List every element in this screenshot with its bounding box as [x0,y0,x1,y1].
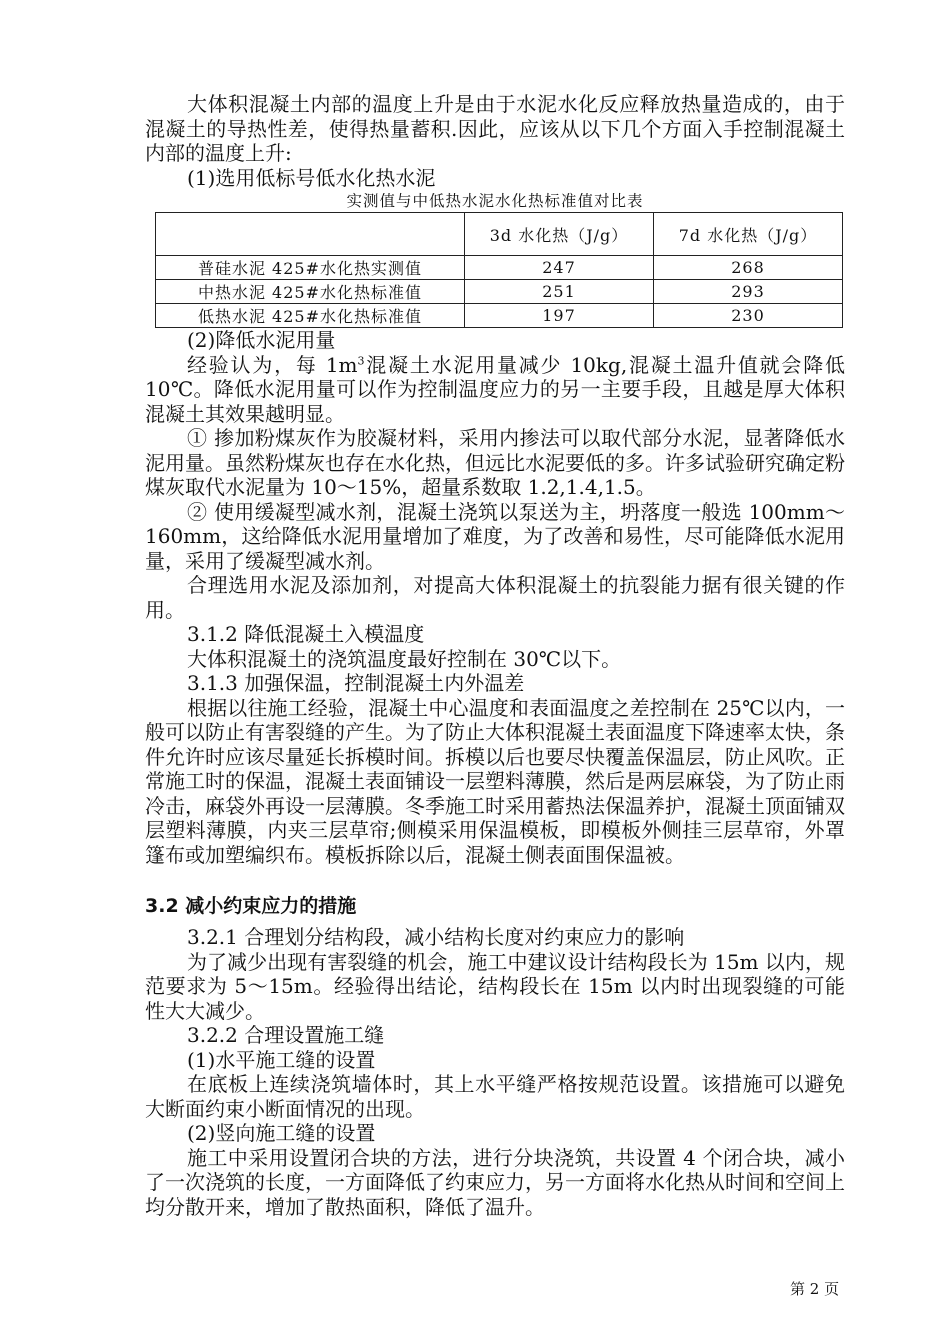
section-heading-3-2: 3.2 减小约束应力的措施 [145,895,357,917]
subsection-3-2-2: 3.2.2 合理设置施工缝 [187,1023,385,1047]
item-horizontal-joint: (1)水平施工缝的设置 [187,1047,376,1072]
table-cell: 293 [654,280,843,304]
table-header-row [156,213,843,256]
paragraph-fly-ash: ① 掺加粉煤灰作为胶凝材料，采用内掺法可以取代部分水泥，显著降低水泥用量。虽然粉煤灰也存在水化热，但远比水泥要低的多。许多试验研究确定粉煤灰取代水泥量为 10～15%，超量系数取 1.2,1.4,1.5。 [145,426,845,499]
paragraph-intro: 大体积混凝土内部的温度上升是由于水泥水化反应释放热量造成的，由于混凝土的导热性差，使得热量蓄积.因此，应该从以下几个方面入手控制混凝土内部的温度上升: [145,92,845,165]
table-cell: 低热水泥 425#水化热标准值 [156,304,465,328]
text-run: 经验认为，每 1m [187,352,358,377]
table-header-cell [156,213,465,256]
subsection-3-1-3: 3.1.3 加强保温，控制混凝土内外温差 [187,671,525,695]
table-cell: 230 [654,304,843,328]
page-number: 第 2 页 [790,1280,840,1298]
paragraph-experience [145,353,845,427]
table-cell: 251 [465,280,654,304]
table-caption: 实测值与中低热水泥水化热标准值对比表 [346,192,644,210]
table-cell: 247 [465,256,654,280]
document-body [145,92,845,1219]
table-cell: 197 [465,304,654,328]
table-cell: 268 [654,256,843,280]
item-vertical-joint: (2)竖向施工缝的设置 [187,1121,376,1145]
table-cell: 普硅水泥 425#水化热实测值 [156,256,465,280]
subsection-3-1-2: 3.1.2 降低混凝土入模温度 [187,622,425,646]
comparison-table [155,212,843,328]
table-row [156,304,843,328]
subsection-3-2-1: 3.2.1 合理划分结构段，减小结构长度对约束应力的影响 [187,925,685,949]
superscript: 3 [357,353,365,367]
paragraph-insulation: 根据以往施工经验，混凝土中心温度和表面温度之差控制在 25℃以内，一般可以防止有害裂缝的产生。为了防止大体积混凝土表面温度下降速率太快，条件允许时应该尽量延长拆模时间。拆模以后也要尽快覆盖保温层，防止风吹。正常施工时的保温，混凝土表面铺设一层塑料薄膜，然后是两层麻袋，为了防止雨冷击，麻袋外再设一层薄膜。冬季施工时采用蓄热法保温养护，混凝土顶面铺双层塑料薄膜，内夹三层草帘;侧模采用保温模板，即模板外侧挂三层草帘，外罩篷布或加塑编织布。模板拆除以后，混凝土侧表面围保温被。 [145,695,845,867]
table-header-cell: 7d 水化热（J/g） [654,213,843,256]
table-row [156,280,843,304]
paragraph-additive: 合理选用水泥及添加剂，对提高大体积混凝土的抗裂能力据有很关键的作用。 [145,573,845,622]
paragraph-horizontal-joint: 在底板上连续浇筑墙体时，其上水平缝严格按规范设置。该措施可以避免大断面约束小断面情况的出现。 [145,1072,845,1121]
item-reduce-cement: (2)降低水泥用量 [187,328,336,352]
table-row [156,256,843,280]
table-header-cell: 3d 水化热（J/g） [465,213,654,256]
paragraph-segment-length: 为了减少出现有害裂缝的机会，施工中建议设计结构段长为 15m 以内，规范要求为 5～15m。经验得出结论，结构段长在 15m 以内时出现裂缝的可能性大大减少。 [145,949,845,1023]
paragraph-retarder: ② 使用缓凝型减水剂，混凝土浇筑以泵送为主，坍落度一般选 100mm～160mm，这给降低水泥用量增加了难度，为了改善和易性，尽可能降低水泥用量，采用了缓凝型减水剂。 [145,499,845,573]
text-run: 混凝土水泥用量减少 10kg,混凝土温升值就会降低 10℃。降低水泥用量可以作为控制温度应力的另一主要手段，且越是厚大体积混凝土其效果越明显。 [145,352,845,426]
paragraph-vertical-joint: 施工中采用设置闭合块的方法，进行分块浇筑，共设置 4 个闭合块，减小了一次浇筑的长度，一方面降低了约束应力，另一方面将水化热从时间和空间上均分散开来，增加了散热面积，降低了温升。 [145,1145,845,1219]
table-cell: 中热水泥 425#水化热标准值 [156,280,465,304]
item-low-heat-cement: (1)选用低标号低水化热水泥 [187,165,436,190]
paragraph-pouring-temp: 大体积混凝土的浇筑温度最好控制在 30℃以下。 [187,646,622,671]
